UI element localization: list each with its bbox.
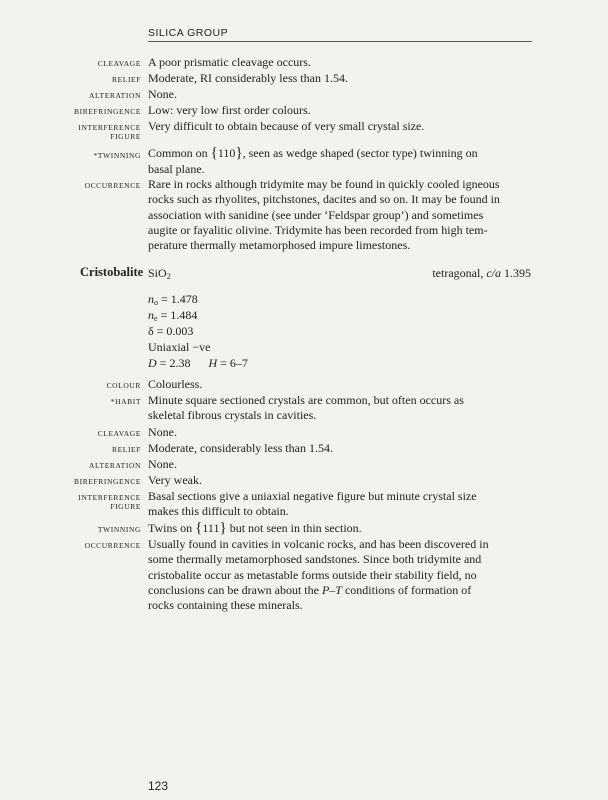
text-habit: Minute square sectioned crystals are common, but often occurs as skeletal fibrous crystals in cavities. <box>148 393 464 423</box>
label-cleavage: CLEAVAGE <box>97 59 141 68</box>
delta: δ = 0.003 <box>148 324 194 338</box>
label-interference <box>1 123 141 141</box>
text-occurrence: Rare in rocks although tridymite may be found in quickly cooled igneous rocks such as rhyolites, pitchstones, dacites and so on. It may be found in association with sanidine (see under ‘Feldspar group’) and sometimes augite or fayalitic olivine. Tridymite has been recorded from high tem- perature thermally metamorphosed impure limestones. <box>148 177 500 253</box>
label-alteration: ALTERATION <box>89 91 141 100</box>
text-interference: Very difficult to obtain because of very small crystal size. <box>148 119 425 133</box>
text-colour: Colourless. <box>148 377 203 391</box>
label-interference-2: FIGURE <box>110 132 141 141</box>
text-occurrence-2: Usually found in cavities in volcanic rocks, and has been discovered in some thermally metamorphosed sandstones. Since both tridymite and cristobalite occur as metastable forms outside their stability field, no conclusions can be drawn about the P–T conditions of formation of rocks containing these minerals. <box>148 537 489 613</box>
label-occurrence-2: OCCURRENCE <box>84 541 141 550</box>
label-colour: COLOUR <box>106 381 141 390</box>
text-twinning: Common on {110}, seen as wedge shaped (sector type) twinning on basal plane. <box>148 145 478 176</box>
label-habit: *HABIT <box>110 397 141 406</box>
text-cleavage: A poor prismatic cleavage occurs. <box>148 55 311 69</box>
text-birefringence: Low: very low first order colours. <box>148 103 311 117</box>
text-cleavage-2: None. <box>148 425 177 439</box>
label-birefringence: BIREFRINGENCE <box>74 107 141 116</box>
label-interference-b2: FIGURE <box>110 502 141 511</box>
plane-111: 111 <box>202 521 220 535</box>
label-relief-2: RELIEF <box>111 445 141 454</box>
text-relief-2: Moderate, considerably less than 1.54. <box>148 441 333 455</box>
page-number: 123 <box>148 779 169 793</box>
header-title: SILICA GROUP <box>148 27 229 39</box>
label-interference-b <box>1 493 141 511</box>
density-hardness: D = 2.38 H = 6–7 <box>148 356 248 370</box>
plane-110: 110 <box>217 146 236 160</box>
label-occurrence: OCCURRENCE <box>84 181 141 190</box>
label-alteration-2: ALTERATION <box>89 461 141 470</box>
text-alteration-2: None. <box>148 457 177 471</box>
label-interference-1: INTERFERENCE <box>78 123 141 132</box>
n-omega: $n_o = 1.478$ <box>148 292 198 307</box>
formula: SiO$_2$ <box>148 266 171 281</box>
label-cleavage-2: CLEAVAGE <box>97 429 141 438</box>
label-relief: RELIEF <box>111 75 141 84</box>
text-twinning-2: Twins on {111} but not seen in thin section. <box>148 520 362 536</box>
label-interference-b1: INTERFERENCE <box>78 493 141 502</box>
crystal-system: tetragonal, c/a 1.395 <box>432 266 531 280</box>
label-twinning: *TWINNING <box>93 151 141 160</box>
uniaxial: Uniaxial −ve <box>148 340 211 354</box>
running-header <box>148 27 532 42</box>
text-alteration: None. <box>148 87 177 101</box>
n-epsilon: $n_e = 1.484$ <box>148 308 198 323</box>
text-interference-2: Basal sections give a uniaxial negative figure but minute crystal size makes this difficult to obtain. <box>148 489 477 519</box>
label-twinning-2: TWINNING <box>97 525 141 534</box>
text-birefringence-2: Very weak. <box>148 473 202 487</box>
label-birefringence-2: BIREFRINGENCE <box>74 477 141 486</box>
mineral-name: Cristobalite <box>80 265 144 279</box>
text-relief: Moderate, RI considerably less than 1.54. <box>148 71 348 85</box>
